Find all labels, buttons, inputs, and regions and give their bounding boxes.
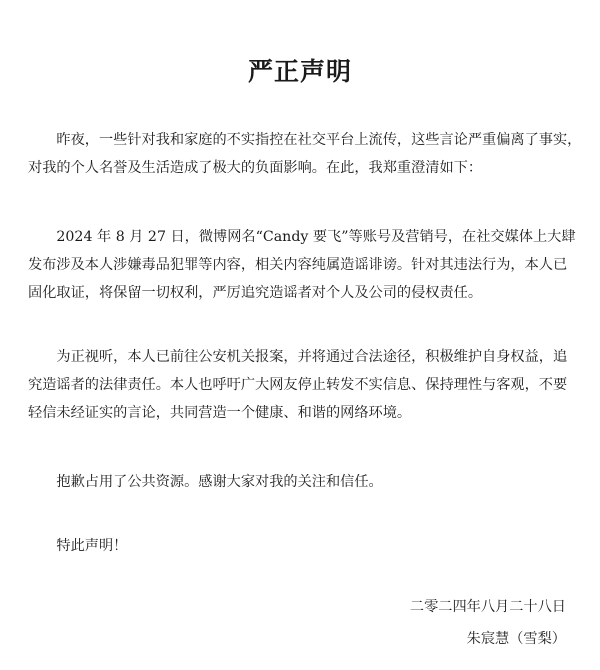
paragraph-line: 对我的个人名誉及生活造成了极大的负面影响。在此，我郑重澄清如下：: [28, 160, 483, 176]
paragraph-line: 特此声明！: [28, 538, 128, 554]
paragraph-line: 发布涉及本人涉嫌毒品犯罪等内容，相关内容纯属造谣诽谤。针对其违法行为，本人已: [28, 257, 568, 273]
paragraph-line: 2024 年 8 月 27 日，微博网名“Candy 要飞”等账号及营销号，在社交媒体上大肆: [28, 229, 576, 245]
signature-date: 二零二四年八月二十八日: [409, 599, 566, 615]
page-title: 严正声明: [247, 57, 352, 86]
paragraph-opening: [28, 126, 582, 182]
paragraph-line: 轻信未经证实的言论，共同营造一个健康、和谐的网络环境。: [28, 405, 412, 421]
paragraph-line: 固化取证，将保留一切权利，严厉追究造谣者对个人及公司的侵权责任。: [28, 285, 483, 301]
paragraph-line: 究造谣者的法律责任。本人也呼吁广大网友停止转发不实信息、保持理性与客观，不要: [28, 377, 568, 393]
paragraph-line: 为正视听，本人已前往公安机关报案，并将通过合法途径，积极维护自身权益，追: [28, 349, 568, 365]
paragraph-apology: [28, 468, 576, 496]
paragraph-line: 昨夜，一些针对我和家庭的不实指控在社交平台上流传，这些言论严重偏离了事实，: [28, 132, 582, 148]
paragraph-facts: [28, 223, 576, 307]
paragraph-line: 抱歉占用了公共资源。感谢大家对我的关注和信任。: [28, 474, 383, 490]
paragraph-action: [28, 343, 576, 427]
paragraph-closing: [28, 532, 576, 560]
signature-name: 朱宸慧（雪梨）: [466, 631, 566, 647]
